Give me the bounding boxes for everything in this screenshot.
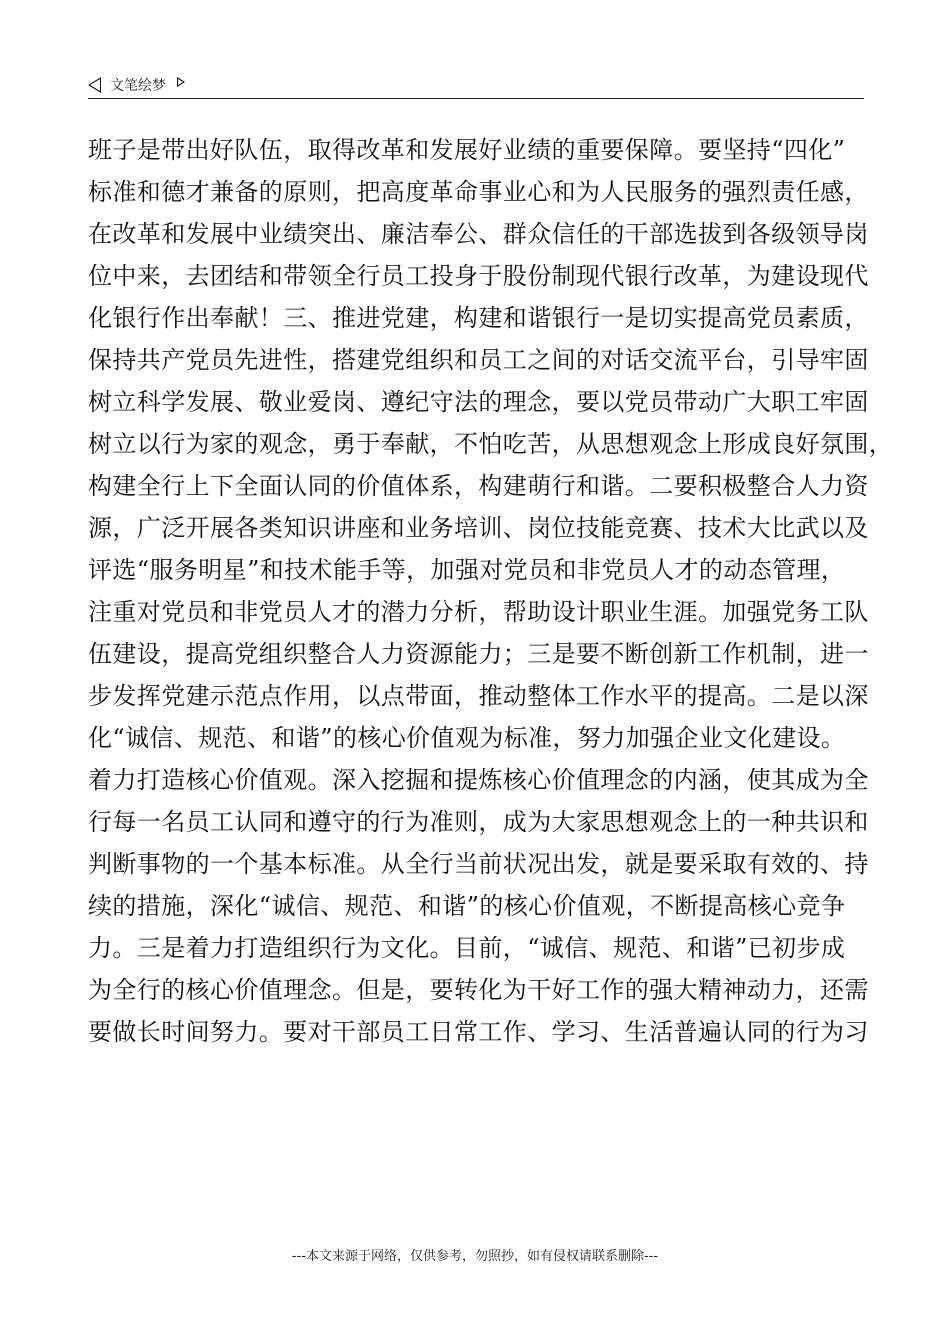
body-line: 树立科学发展、敬业爱岗、遵纪守法的理念，要以党员带动广大职工牢固: [88, 388, 869, 416]
body-line: 化银行作出奉献！三、推进党建，构建和谐银行一是切实提高党员素质，: [88, 304, 869, 332]
body-line: 源，广泛开展各类知识讲座和业务培训、岗位技能竞赛、技术大比武以及: [88, 514, 869, 542]
body-line: 力。三是着力打造组织行为文化。目前，“诚信、规范、和谐”已初步成: [88, 934, 846, 962]
body-line: 在改革和发展中业绩突出、廉洁奉公、群众信任的干部选拔到各级领导岗: [88, 220, 869, 248]
body-line: 树立以行为家的观念，勇于奉献，不怕吃苦，从思想观念上形成良好氛围，: [88, 430, 894, 458]
body-line: 行每一名员工认同和遵守的行为准则，成为大家思想观念上的一种共识和: [88, 808, 869, 836]
body-line: 着力打造核心价值观。深入挖掘和提炼核心价值理念的内涵，使其成为全: [88, 766, 869, 794]
body-line: 判断事物的一个基本标准。从全行当前状况出发，就是要采取有效的、持: [88, 850, 869, 878]
triangle-right-icon: [177, 77, 185, 87]
body-line: 化“诚信、规范、和谐”的核心价值观为标准，努力加强企业文化建设。: [88, 724, 846, 752]
body-line: 续的措施，深化“诚信、规范、和谐”的核心价值观，不断提高核心竞争: [88, 892, 846, 920]
body-line: 步发挥党建示范点作用，以点带面，推动整体工作水平的提高。二是以深: [88, 682, 869, 710]
body-line: 伍建设，提高党组织整合人力资源能力；三是要不断创新工作机制，进一: [88, 640, 869, 668]
body-line: 要做长时间努力。要对干部员工日常工作、学习、生活普遍认同的行为习: [88, 1018, 869, 1046]
body-line: 标准和德才兼备的原则，把高度革命事业心和为人民服务的强烈责任感，: [88, 178, 869, 206]
body-line: 位中来，去团结和带领全行员工投身于股份制现代银行改革，为建设现代: [88, 262, 869, 290]
body-line: 评选“服务明星”和技术能手等，加强对党员和非党员人才的动态管理，: [88, 556, 846, 584]
body-line: 为全行的核心价值理念。但是，要转化为干好工作的强大精神动力，还需: [88, 976, 869, 1004]
header-title: 文笔绘梦: [110, 78, 166, 94]
triangle-left-icon: [88, 77, 101, 93]
body-line: 构建全行上下全面认同的价值体系，构建萌行和谐。二要积极整合人力资: [88, 472, 869, 500]
page-header: [88, 72, 864, 99]
body-line: 注重对党员和非党员人才的潜力分析，帮助设计职业生涯。加强党务工队: [88, 598, 869, 626]
body-line: 保持共产党员先进性，搭建党组织和员工之间的对话交流平台，引导牢固: [88, 346, 869, 374]
body-line: 班子是带出好队伍，取得改革和发展好业绩的重要保障。要坚持“四化”: [88, 136, 846, 164]
footer-disclaimer: ---本文来源于网络，仅供参考，勿照抄，如有侵权请联系删除---: [291, 1249, 659, 1264]
document-body: [88, 129, 894, 1053]
